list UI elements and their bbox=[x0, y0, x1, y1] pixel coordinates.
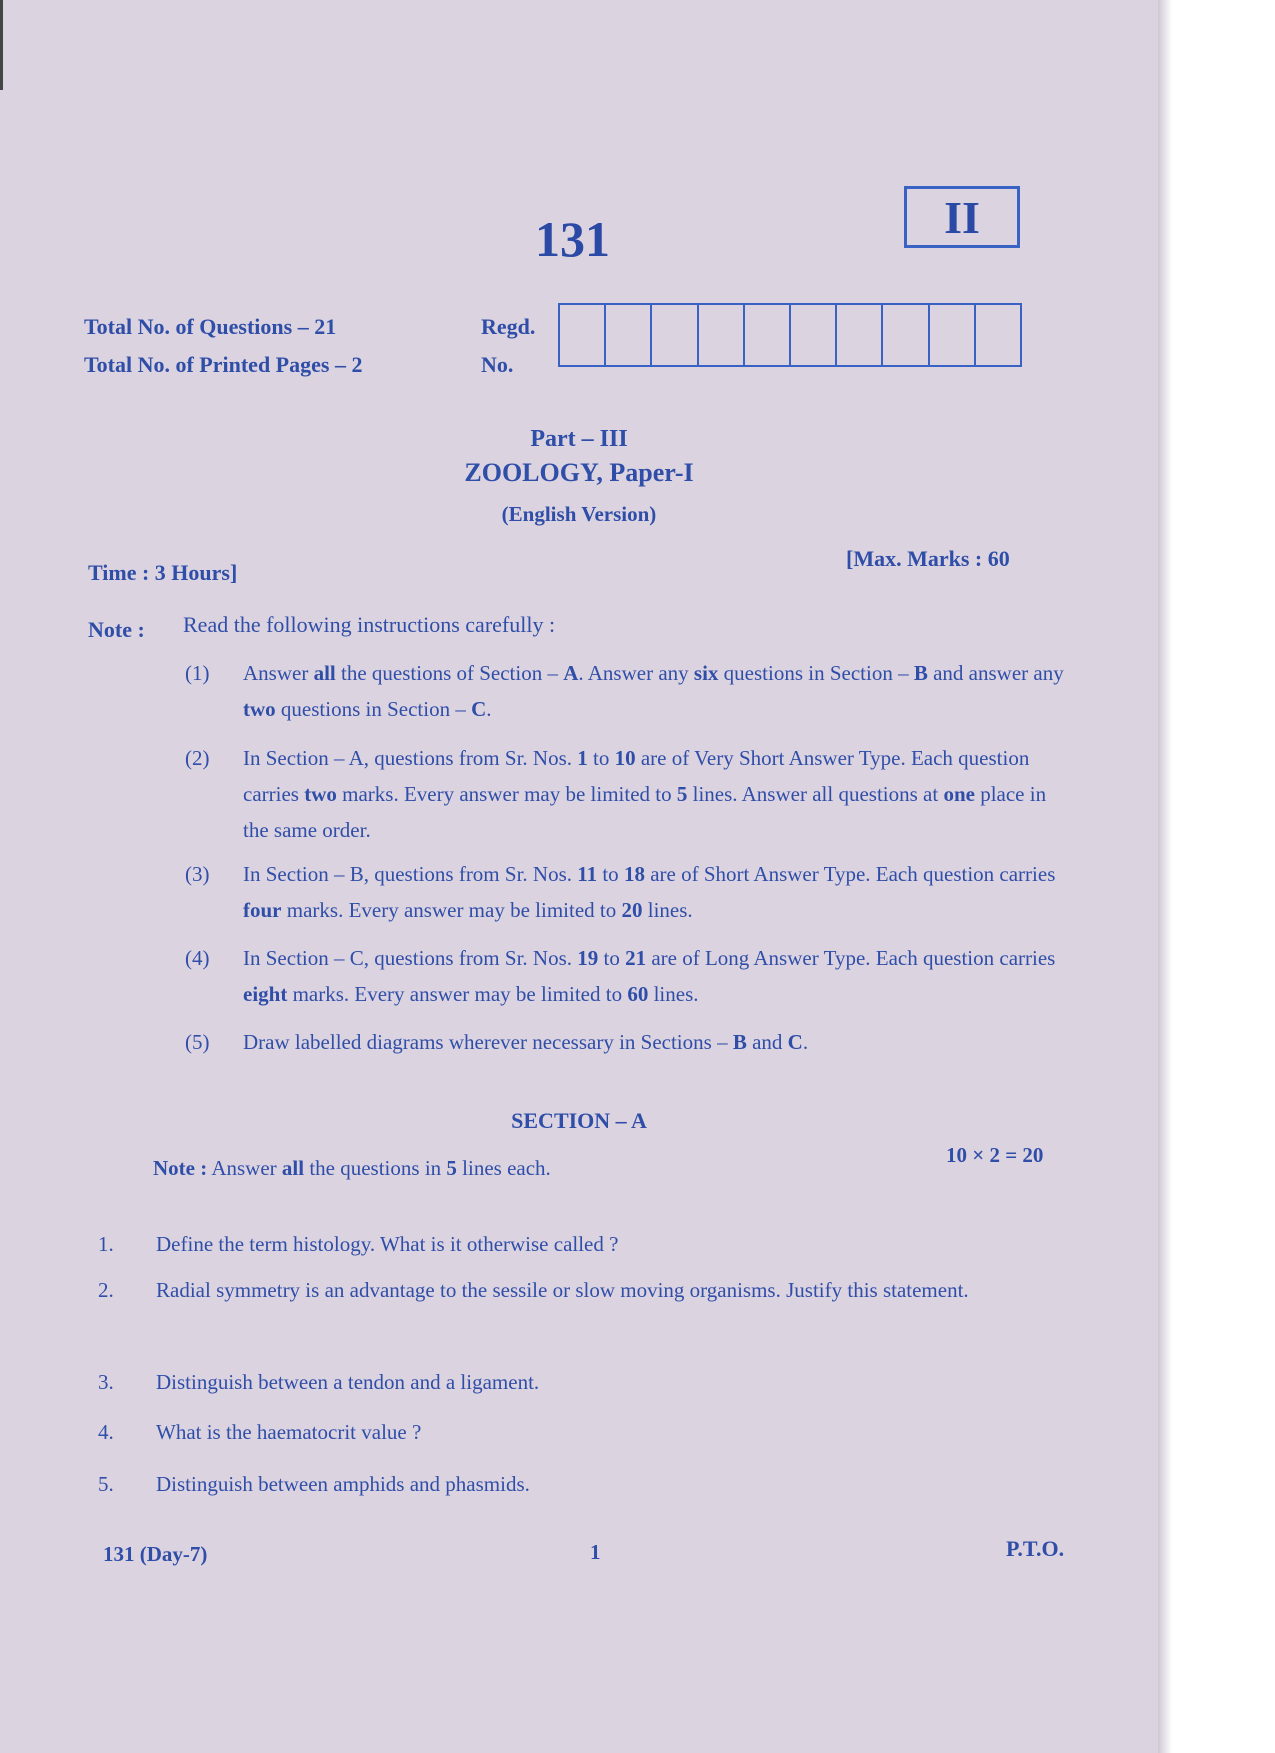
regd-digit-cell[interactable] bbox=[837, 305, 883, 365]
question-text: Distinguish between a tendon and a ligament. bbox=[156, 1370, 540, 1394]
instruction-number: (2) bbox=[185, 746, 210, 770]
question-number: 1. bbox=[98, 1232, 114, 1256]
question-text: Define the term histology. What is it otherwise called ? bbox=[156, 1232, 619, 1256]
set-number-box bbox=[904, 186, 1020, 248]
question-text: Radial symmetry is an advantage to the sessile or slow moving organisms. Justify this statement. bbox=[156, 1278, 969, 1302]
question-item bbox=[98, 1226, 1038, 1262]
regd-digit-cell[interactable] bbox=[699, 305, 745, 365]
regd-digit-cell[interactable] bbox=[976, 305, 1020, 365]
section-a-note-text: Answer all the questions in 5 lines each. bbox=[211, 1156, 551, 1180]
instruction-text: Draw labelled diagrams wherever necessary in Sections – B and C. bbox=[243, 1030, 809, 1054]
regd-no-label bbox=[481, 308, 535, 384]
regd-digit-cell[interactable] bbox=[791, 305, 837, 365]
instruction-item bbox=[185, 940, 1065, 1012]
regd-label-line2: No. bbox=[481, 352, 514, 377]
note-intro: Read the following instructions carefully : bbox=[183, 612, 556, 637]
regd-digit-cell[interactable] bbox=[652, 305, 698, 365]
instruction-number: (1) bbox=[185, 661, 210, 685]
part-title: Part – III bbox=[530, 426, 628, 452]
regd-no-boxes bbox=[558, 303, 1022, 367]
set-number: II bbox=[944, 191, 980, 243]
section-a-marks: 10 × 2 = 20 bbox=[946, 1143, 1044, 1167]
question-item bbox=[98, 1414, 1038, 1450]
regd-label-line1: Regd. bbox=[481, 314, 536, 339]
instruction-number: (3) bbox=[185, 862, 210, 886]
time-allowed: Time : 3 Hours] bbox=[88, 560, 238, 585]
question-item bbox=[98, 1466, 1038, 1502]
section-a-note bbox=[153, 1156, 551, 1181]
regd-digit-cell[interactable] bbox=[560, 305, 606, 365]
instruction-number: (4) bbox=[185, 946, 210, 970]
page-edge-shadow bbox=[1158, 0, 1172, 1753]
total-questions: Total No. of Questions – 21 bbox=[84, 314, 337, 339]
regd-digit-cell[interactable] bbox=[883, 305, 929, 365]
regd-digit-cell[interactable] bbox=[606, 305, 652, 365]
scan-edge-mark bbox=[0, 0, 3, 90]
paper-code: 131 bbox=[535, 211, 610, 267]
note-label: Note : bbox=[88, 617, 145, 642]
instruction-number: (5) bbox=[185, 1030, 210, 1054]
footer-code: 131 (Day-7) bbox=[103, 1542, 208, 1566]
question-number: 3. bbox=[98, 1370, 114, 1394]
subject-title: ZOOLOGY, Paper-I bbox=[464, 458, 694, 487]
total-printed-pages: Total No. of Printed Pages – 2 bbox=[84, 352, 363, 377]
max-marks: [Max. Marks : 60 bbox=[846, 546, 1010, 571]
question-number: 5. bbox=[98, 1472, 114, 1496]
pto-label: P.T.O. bbox=[1006, 1536, 1065, 1561]
regd-digit-cell[interactable] bbox=[745, 305, 791, 365]
question-number: 4. bbox=[98, 1420, 114, 1444]
instruction-text: In Section – A, questions from Sr. Nos. 1 to 10 are of Very Short Answer Type. Each question carries two marks. Every answer may be limited to 5 lines. Answer all questions at one place in the same order. bbox=[243, 746, 1047, 842]
question-number: 2. bbox=[98, 1278, 114, 1302]
instruction-text: In Section – C, questions from Sr. Nos. 19 to 21 are of Long Answer Type. Each question carries eight marks. Every answer may be limited to 60 lines. bbox=[243, 946, 1056, 1006]
question-item bbox=[98, 1272, 1038, 1308]
instruction-text: Answer all the questions of Section – A. Answer any six questions in Section – B and answer any two questions in Section – C. bbox=[243, 661, 1064, 721]
section-a-heading: SECTION – A bbox=[511, 1108, 647, 1133]
version-label: (English Version) bbox=[501, 502, 657, 526]
section-a-note-label: Note : bbox=[153, 1156, 208, 1180]
instruction-item bbox=[185, 1024, 1065, 1060]
question-text: Distinguish between amphids and phasmids. bbox=[156, 1472, 530, 1496]
instruction-item bbox=[185, 655, 1065, 727]
question-item bbox=[98, 1364, 1038, 1400]
question-text: What is the haematocrit value ? bbox=[156, 1420, 422, 1444]
instruction-text: In Section – B, questions from Sr. Nos. 11 to 18 are of Short Answer Type. Each question carries four marks. Every answer may be limited to 20 lines. bbox=[243, 862, 1056, 922]
instruction-item bbox=[185, 856, 1065, 928]
regd-digit-cell[interactable] bbox=[930, 305, 976, 365]
instruction-item bbox=[185, 740, 1065, 848]
page-number: 1 bbox=[590, 1540, 601, 1564]
